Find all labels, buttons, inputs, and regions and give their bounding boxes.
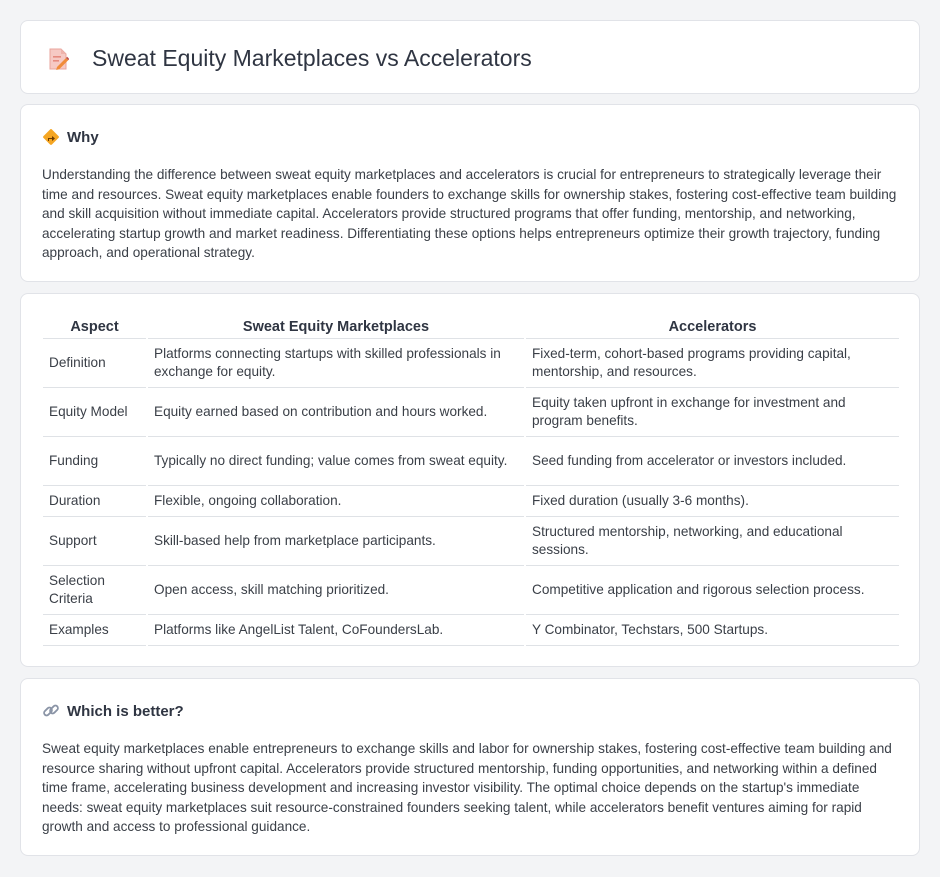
document-edit-icon — [47, 47, 69, 71]
row-sweat-equity: Platforms connecting startups with skilled professionals in exchange for equity. — [147, 338, 525, 387]
row-sweat-equity: Skill-based help from marketplace participants. — [147, 516, 525, 565]
row-accelerators: Equity taken upfront in exchange for investment and program benefits. — [525, 387, 899, 436]
why-section — [20, 104, 920, 282]
table-row — [43, 338, 899, 387]
row-accelerators: Structured mentorship, networking, and educational sessions. — [525, 516, 899, 565]
row-sweat-equity: Flexible, ongoing collaboration. — [147, 485, 525, 516]
link-icon — [42, 702, 60, 720]
header-sweat-equity: Sweat Equity Marketplaces — [147, 316, 525, 338]
table-header-row — [43, 316, 899, 338]
why-paragraph: Understanding the difference between sweat equity marketplaces and accelerators is crucial for entrepreneurs to strategically leverage their time and resources. Sweat equity marketplaces enable founders to exchange skills for ownership stakes, fostering cost-effective team building and skill acquisition without immediate capital. Accelerators provide structured programs that offer funding, mentorship, and networking, accelerating startup growth and market readiness. Differentiating these options helps entrepreneurs optimize their growth trajectory, funding approach, and operational strategy. — [42, 167, 897, 261]
diamond-sign-icon — [42, 128, 60, 146]
table-row — [43, 516, 899, 565]
row-aspect: Examples — [43, 614, 147, 645]
row-aspect: Funding — [43, 436, 147, 485]
row-sweat-equity: Open access, skill matching prioritized. — [147, 565, 525, 614]
header-accelerators: Accelerators — [525, 316, 899, 338]
why-heading-row — [42, 128, 99, 146]
table-row — [43, 565, 899, 614]
row-aspect: Selection Criteria — [43, 565, 147, 614]
row-accelerators: Y Combinator, Techstars, 500 Startups. — [525, 614, 899, 645]
row-accelerators: Competitive application and rigorous selection process. — [525, 565, 899, 614]
better-heading-row — [42, 702, 184, 720]
table-row — [43, 614, 899, 645]
title-card — [20, 20, 920, 94]
row-sweat-equity: Platforms like AngelList Talent, CoFoundersLab. — [147, 614, 525, 645]
row-aspect: Support — [43, 516, 147, 565]
comparison-section — [20, 293, 920, 667]
why-heading: Why — [67, 128, 99, 146]
row-aspect: Definition — [43, 338, 147, 387]
row-aspect: Duration — [43, 485, 147, 516]
comparison-table — [43, 316, 899, 646]
row-aspect: Equity Model — [43, 387, 147, 436]
better-heading: Which is better? — [67, 702, 184, 720]
table-row — [43, 485, 899, 516]
better-paragraph: Sweat equity marketplaces enable entrepreneurs to exchange skills and labor for ownership stakes, fostering cost-effective team building and resource sharing without upfront capital. Accelerators provide structured mentorship, funding opportunities, and networking within a defined time frame, accelerating business development and increasing investor visibility. The optimal choice depends on the startup's immediate needs: sweat equity marketplaces suit resource-constrained founders seeking talent, while accelerators benefit ventures aiming for rapid growth and access to professional guidance. — [42, 741, 892, 835]
header-aspect: Aspect — [43, 316, 147, 338]
row-sweat-equity: Equity earned based on contribution and hours worked. — [147, 387, 525, 436]
row-accelerators: Seed funding from accelerator or investors included. — [525, 436, 899, 485]
row-sweat-equity: Typically no direct funding; value comes from sweat equity. — [147, 436, 525, 485]
row-accelerators: Fixed duration (usually 3-6 months). — [525, 485, 899, 516]
page-title: Sweat Equity Marketplaces vs Accelerators — [92, 45, 532, 71]
row-accelerators: Fixed-term, cohort-based programs providing capital, mentorship, and resources. — [525, 338, 899, 387]
table-row — [43, 436, 899, 485]
table-row — [43, 387, 899, 436]
which-is-better-section — [20, 678, 920, 856]
